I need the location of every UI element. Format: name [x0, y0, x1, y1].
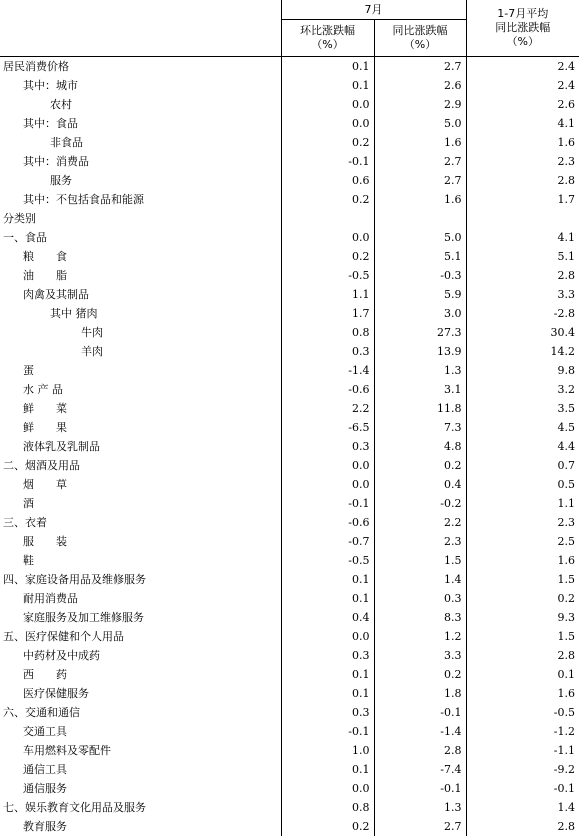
mom-value: 0.0: [281, 228, 374, 247]
header-avg-line2: 同比涨跌幅: [467, 21, 579, 35]
mom-value: 0.1: [281, 684, 374, 703]
mom-value: 0.2: [281, 817, 374, 836]
table-row: [0, 665, 579, 684]
yoy-value: -1.4: [374, 722, 466, 741]
mom-value: 0.2: [281, 133, 374, 152]
row-label: 其中：城市: [0, 76, 281, 95]
row-label: 液体乳及乳制品: [0, 437, 281, 456]
header-yoy: [374, 20, 466, 57]
yoy-value: -0.3: [374, 266, 466, 285]
table-row: [0, 779, 579, 798]
avg-value: 3.3: [466, 285, 579, 304]
avg-value: 1.7: [466, 190, 579, 209]
row-label: 耐用消费品: [0, 589, 281, 608]
table-row: [0, 627, 579, 646]
table-row: [0, 760, 579, 779]
mom-value: -0.1: [281, 722, 374, 741]
avg-value: 0.7: [466, 456, 579, 475]
table-row: [0, 532, 579, 551]
table-row: [0, 171, 579, 190]
avg-value: 2.4: [466, 76, 579, 95]
avg-value: 9.8: [466, 361, 579, 380]
row-label: 通信工具: [0, 760, 281, 779]
table-body: [0, 57, 579, 836]
avg-value: 14.2: [466, 342, 579, 361]
row-label: 通信服务: [0, 779, 281, 798]
avg-value: -1.2: [466, 722, 579, 741]
mom-value: -0.5: [281, 266, 374, 285]
mom-value: -0.6: [281, 513, 374, 532]
table-row: [0, 114, 579, 133]
yoy-value: 5.0: [374, 114, 466, 133]
row-label: 居民消费价格: [0, 57, 281, 77]
row-label: 牛肉: [0, 323, 281, 342]
table-row: [0, 456, 579, 475]
yoy-value: 3.3: [374, 646, 466, 665]
row-label: 西 药: [0, 665, 281, 684]
avg-value: 1.1: [466, 494, 579, 513]
table-row: [0, 722, 579, 741]
mom-value: -0.1: [281, 494, 374, 513]
table-row: [0, 190, 579, 209]
yoy-value: -7.4: [374, 760, 466, 779]
table-row: [0, 76, 579, 95]
avg-value: 3.5: [466, 399, 579, 418]
mom-value: 1.7: [281, 304, 374, 323]
mom-value: -0.1: [281, 152, 374, 171]
yoy-value: 5.9: [374, 285, 466, 304]
avg-value: 2.3: [466, 513, 579, 532]
row-label: 烟 草: [0, 475, 281, 494]
header-avg-line3: （%）: [467, 35, 579, 49]
avg-value: -0.5: [466, 703, 579, 722]
avg-value: 4.4: [466, 437, 579, 456]
avg-value: 30.4: [466, 323, 579, 342]
row-label: 三、衣着: [0, 513, 281, 532]
table-row: [0, 304, 579, 323]
mom-value: -1.4: [281, 361, 374, 380]
avg-value: 1.6: [466, 133, 579, 152]
row-label: 鞋: [0, 551, 281, 570]
table-row: [0, 95, 579, 114]
table-row: [0, 247, 579, 266]
table-header: [0, 0, 579, 57]
row-label: 医疗保健服务: [0, 684, 281, 703]
table-row: [0, 589, 579, 608]
table-row: [0, 209, 579, 228]
yoy-value: 2.8: [374, 741, 466, 760]
avg-value: -9.2: [466, 760, 579, 779]
header-month: 7月: [281, 0, 466, 20]
header-yoy-line1: 同比涨跌幅: [375, 24, 466, 38]
table-row: [0, 817, 579, 836]
yoy-value: 2.7: [374, 817, 466, 836]
yoy-value: 2.9: [374, 95, 466, 114]
row-label: 酒: [0, 494, 281, 513]
mom-value: 0.4: [281, 608, 374, 627]
row-label: 二、烟酒及用品: [0, 456, 281, 475]
yoy-value: 1.2: [374, 627, 466, 646]
table-row: [0, 342, 579, 361]
table-row: [0, 551, 579, 570]
avg-value: 5.1: [466, 247, 579, 266]
yoy-value: 2.7: [374, 171, 466, 190]
avg-value: 0.5: [466, 475, 579, 494]
avg-value: 2.8: [466, 646, 579, 665]
mom-value: 0.8: [281, 798, 374, 817]
table-row: [0, 266, 579, 285]
yoy-value: 1.3: [374, 798, 466, 817]
row-label: 四、家庭设备用品及维修服务: [0, 570, 281, 589]
avg-value: 4.5: [466, 418, 579, 437]
row-label: 其中：不包括食品和能源: [0, 190, 281, 209]
table-row: [0, 380, 579, 399]
mom-value: 0.6: [281, 171, 374, 190]
avg-value: 2.4: [466, 57, 579, 77]
row-label: 交通工具: [0, 722, 281, 741]
table-row: [0, 285, 579, 304]
mom-value: -6.5: [281, 418, 374, 437]
mom-value: 0.0: [281, 627, 374, 646]
avg-value: 4.1: [466, 114, 579, 133]
row-label: 鲜 果: [0, 418, 281, 437]
yoy-value: 0.2: [374, 665, 466, 684]
yoy-value: 2.7: [374, 152, 466, 171]
table-row: [0, 228, 579, 247]
row-label: 服 装: [0, 532, 281, 551]
mom-value: 0.2: [281, 190, 374, 209]
mom-value: 0.1: [281, 76, 374, 95]
row-label: 油 脂: [0, 266, 281, 285]
row-label: 车用燃料及零配件: [0, 741, 281, 760]
row-label: 中药材及中成药: [0, 646, 281, 665]
mom-value: 0.0: [281, 95, 374, 114]
mom-value: 0.0: [281, 475, 374, 494]
row-label: 羊肉: [0, 342, 281, 361]
avg-value: 2.8: [466, 266, 579, 285]
yoy-value: 0.4: [374, 475, 466, 494]
table-row: [0, 741, 579, 760]
row-label: 鲜 菜: [0, 399, 281, 418]
row-label: 非食品: [0, 133, 281, 152]
avg-value: 2.6: [466, 95, 579, 114]
yoy-value: -0.1: [374, 703, 466, 722]
mom-value: 2.2: [281, 399, 374, 418]
row-label: 农村: [0, 95, 281, 114]
mom-value: 0.3: [281, 646, 374, 665]
row-label: 水 产 品: [0, 380, 281, 399]
header-avg-line1: 1-7月平均: [467, 7, 579, 21]
mom-value: [281, 209, 374, 228]
mom-value: 0.0: [281, 779, 374, 798]
yoy-value: 1.5: [374, 551, 466, 570]
row-label: 教育服务: [0, 817, 281, 836]
header-mom-line2: （%）: [282, 38, 374, 52]
yoy-value: 2.6: [374, 76, 466, 95]
avg-value: 2.5: [466, 532, 579, 551]
row-label: 家庭服务及加工维修服务: [0, 608, 281, 627]
table-row: [0, 646, 579, 665]
mom-value: 0.3: [281, 342, 374, 361]
mom-value: 0.3: [281, 703, 374, 722]
avg-value: 3.2: [466, 380, 579, 399]
avg-value: 2.8: [466, 171, 579, 190]
table-row: [0, 475, 579, 494]
avg-value: 1.6: [466, 684, 579, 703]
mom-value: -0.7: [281, 532, 374, 551]
table-row: [0, 494, 579, 513]
table-row: [0, 361, 579, 380]
header-yoy-line2: （%）: [375, 38, 466, 52]
yoy-value: -0.1: [374, 779, 466, 798]
yoy-value: 0.3: [374, 589, 466, 608]
row-label: 一、食品: [0, 228, 281, 247]
yoy-value: -0.2: [374, 494, 466, 513]
yoy-value: 1.8: [374, 684, 466, 703]
row-label: 肉禽及其制品: [0, 285, 281, 304]
avg-value: 9.3: [466, 608, 579, 627]
yoy-value: 7.3: [374, 418, 466, 437]
yoy-value: 1.4: [374, 570, 466, 589]
avg-value: 0.1: [466, 665, 579, 684]
mom-value: 0.1: [281, 589, 374, 608]
header-mom-line1: 环比涨跌幅: [282, 24, 374, 38]
avg-value: 1.5: [466, 627, 579, 646]
yoy-value: 2.7: [374, 57, 466, 77]
avg-value: -2.8: [466, 304, 579, 323]
yoy-value: 4.8: [374, 437, 466, 456]
avg-value: [466, 209, 579, 228]
avg-value: 2.8: [466, 817, 579, 836]
row-label: 五、医疗保健和个人用品: [0, 627, 281, 646]
table-row: [0, 703, 579, 722]
row-label: 其中：食品: [0, 114, 281, 133]
header-blank-2: [0, 20, 281, 57]
yoy-value: 8.3: [374, 608, 466, 627]
mom-value: 0.0: [281, 456, 374, 475]
table-row: [0, 152, 579, 171]
avg-value: 1.5: [466, 570, 579, 589]
row-label: 分类别: [0, 209, 281, 228]
avg-value: 0.2: [466, 589, 579, 608]
header-blank: [0, 0, 281, 20]
mom-value: 0.1: [281, 665, 374, 684]
mom-value: -0.6: [281, 380, 374, 399]
mom-value: 1.0: [281, 741, 374, 760]
avg-value: -0.1: [466, 779, 579, 798]
table-row: [0, 133, 579, 152]
table-row: [0, 684, 579, 703]
yoy-value: 1.6: [374, 133, 466, 152]
mom-value: 0.1: [281, 57, 374, 77]
row-label: 其中：消费品: [0, 152, 281, 171]
mom-value: 0.1: [281, 760, 374, 779]
yoy-value: 27.3: [374, 323, 466, 342]
row-label: 七、娱乐教育文化用品及服务: [0, 798, 281, 817]
table-row: [0, 608, 579, 627]
avg-value: -1.1: [466, 741, 579, 760]
row-label: 服务: [0, 171, 281, 190]
mom-value: -0.5: [281, 551, 374, 570]
mom-value: 0.8: [281, 323, 374, 342]
table-row: [0, 418, 579, 437]
avg-value: 4.1: [466, 228, 579, 247]
mom-value: 0.1: [281, 570, 374, 589]
yoy-value: 5.0: [374, 228, 466, 247]
table-row: [0, 323, 579, 342]
yoy-value: 1.6: [374, 190, 466, 209]
yoy-value: 0.2: [374, 456, 466, 475]
table-row: [0, 570, 579, 589]
table-row: [0, 57, 579, 77]
yoy-value: 2.3: [374, 532, 466, 551]
header-avg: [466, 0, 579, 57]
yoy-value: 1.3: [374, 361, 466, 380]
table-row: [0, 437, 579, 456]
avg-value: 1.6: [466, 551, 579, 570]
yoy-value: 3.0: [374, 304, 466, 323]
row-label: 其中 猪肉: [0, 304, 281, 323]
table-row: [0, 513, 579, 532]
table-row: [0, 798, 579, 817]
yoy-value: 3.1: [374, 380, 466, 399]
yoy-value: 2.2: [374, 513, 466, 532]
yoy-value: [374, 209, 466, 228]
avg-value: 2.3: [466, 152, 579, 171]
header-mom: [281, 20, 374, 57]
mom-value: 1.1: [281, 285, 374, 304]
avg-value: 1.4: [466, 798, 579, 817]
yoy-value: 13.9: [374, 342, 466, 361]
table-row: [0, 399, 579, 418]
row-label: 六、交通和通信: [0, 703, 281, 722]
mom-value: 0.2: [281, 247, 374, 266]
row-label: 粮 食: [0, 247, 281, 266]
row-label: 蛋: [0, 361, 281, 380]
mom-value: 0.0: [281, 114, 374, 133]
yoy-value: 5.1: [374, 247, 466, 266]
yoy-value: 11.8: [374, 399, 466, 418]
mom-value: 0.3: [281, 437, 374, 456]
